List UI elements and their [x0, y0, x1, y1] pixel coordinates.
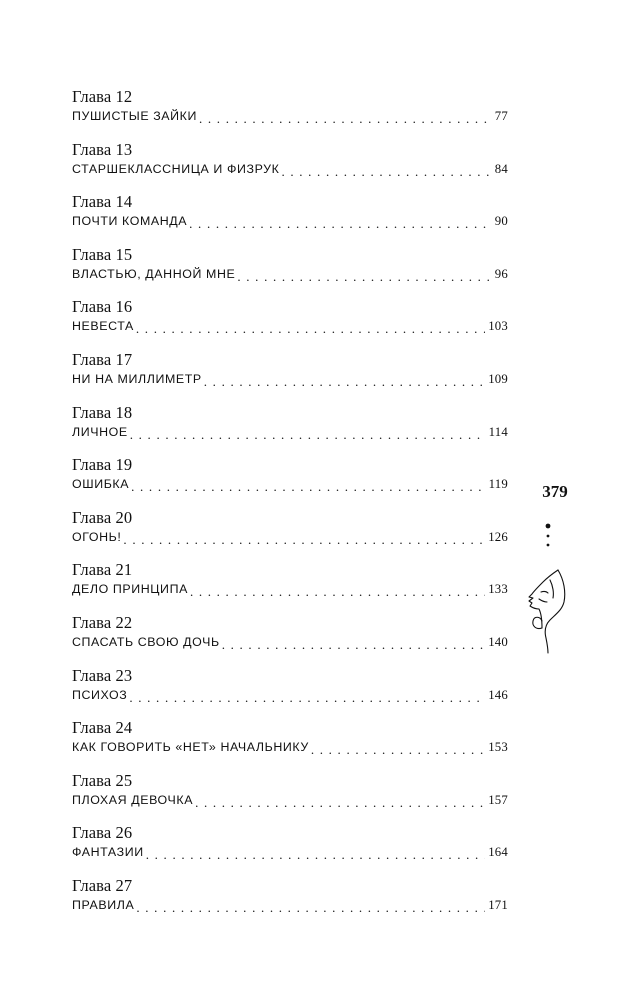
page-number: 133	[488, 582, 508, 597]
woman-face-line-art-icon	[520, 568, 576, 654]
chapter-title: ПЛОХАЯ ДЕВОЧКА	[72, 792, 194, 807]
toc-entry[interactable]	[72, 297, 508, 350]
dots-ornament-icon	[540, 520, 556, 550]
toc-line	[72, 581, 508, 599]
toc-entry[interactable]	[72, 560, 508, 613]
chapter-title: СТАРШЕКЛАССНИЦА И ФИЗРУК	[72, 161, 280, 176]
page-number: 157	[488, 792, 508, 807]
page-number: 164	[488, 845, 508, 860]
toc-entry[interactable]	[72, 876, 508, 929]
toc-line	[72, 266, 508, 284]
chapter-label: Глава 25	[72, 770, 133, 790]
toc-entry[interactable]	[72, 718, 508, 771]
chapter-title: ФАНТАЗИИ	[72, 845, 144, 860]
toc-line	[72, 318, 508, 336]
dot-leader	[131, 482, 486, 494]
toc-line	[72, 844, 508, 862]
chapter-label: Глава 26	[72, 823, 133, 843]
dot-leader	[281, 167, 491, 179]
chapter-title: ДЕЛО ПРИНЦИПА	[72, 582, 188, 597]
chapter-title: ЛИЧНОЕ	[72, 424, 128, 439]
dot-leader	[130, 430, 486, 442]
chapter-title: ПСИХОЗ	[72, 687, 128, 702]
toc-entry[interactable]	[72, 403, 508, 456]
chapter-title: ВЛАСТЬЮ, ДАННОЙ МНЕ	[72, 266, 236, 281]
toc-entry[interactable]	[72, 666, 508, 719]
dot-leader	[136, 903, 485, 915]
chapter-title: ПОЧТИ КОМАНДА	[72, 214, 188, 229]
chapter-title: НЕВЕСТА	[72, 319, 134, 334]
chapter-label: Глава 24	[72, 718, 133, 738]
chapter-label: Глава 15	[72, 244, 133, 264]
chapter-title: СПАСАТЬ СВОЮ ДОЧЬ	[72, 634, 220, 649]
chapter-title: ПРАВИЛА	[72, 897, 135, 912]
toc-line	[72, 634, 508, 652]
toc-line	[72, 424, 508, 442]
toc-line	[72, 739, 508, 757]
chapter-label: Глава 22	[72, 612, 133, 632]
chapter-label: Глава 27	[72, 875, 133, 895]
toc-line	[72, 213, 508, 231]
page-number: 146	[488, 687, 508, 702]
page-number: 126	[488, 529, 508, 544]
dot-leader	[204, 377, 485, 389]
chapter-label: Глава 14	[72, 192, 133, 212]
page-number: 90	[494, 214, 508, 229]
chapter-title: ОШИБКА	[72, 477, 130, 492]
page-number: 84	[494, 161, 508, 176]
dot-leader	[199, 114, 492, 126]
toc-entry[interactable]	[72, 87, 508, 140]
chapter-title: КАК ГОВОРИТЬ «НЕТ» НАЧАЛЬНИКУ	[72, 740, 309, 755]
page-number: 103	[488, 319, 508, 334]
chapter-title: ПУШИСТЫЕ ЗАЙКИ	[72, 109, 197, 123]
chapter-label: Глава 20	[72, 507, 133, 527]
toc-entry[interactable]	[72, 613, 508, 666]
toc-entry[interactable]	[72, 192, 508, 245]
page-number: 171	[488, 897, 508, 912]
toc-line	[72, 529, 508, 547]
dot-leader	[237, 272, 491, 284]
chapter-label: Глава 16	[72, 297, 133, 317]
dot-leader	[123, 535, 485, 547]
page-number: 77	[494, 109, 508, 123]
toc-entry[interactable]	[72, 823, 508, 876]
toc-entry[interactable]	[72, 455, 508, 508]
page-number: 153	[488, 740, 508, 755]
page-number: 109	[488, 371, 508, 386]
folio-page-number: 379	[542, 482, 568, 501]
dot-leader	[129, 693, 485, 705]
toc-line	[72, 792, 508, 810]
toc-line	[72, 161, 508, 179]
toc-line	[72, 897, 508, 915]
chapter-label: Глава 18	[72, 402, 133, 422]
toc-line	[72, 108, 508, 126]
toc-line	[72, 687, 508, 705]
chapter-label: Глава 12	[72, 87, 133, 106]
dot-leader	[136, 324, 485, 336]
dot-leader	[195, 798, 485, 810]
toc-line	[72, 476, 508, 494]
dot-leader	[311, 745, 485, 757]
chapter-label: Глава 19	[72, 455, 133, 475]
toc-entry[interactable]	[72, 508, 508, 561]
dot-leader	[222, 640, 485, 652]
toc-line	[72, 371, 508, 389]
page-number: 140	[488, 634, 508, 649]
chapter-label: Глава 17	[72, 349, 133, 369]
page-number: 114	[488, 424, 508, 439]
dot-leader	[190, 587, 485, 599]
toc-entry[interactable]	[72, 771, 508, 824]
chapter-label: Глава 23	[72, 665, 133, 685]
chapter-title: НИ НА МИЛЛИМЕТР	[72, 371, 202, 386]
dot-leader	[146, 850, 485, 862]
page-number: 119	[488, 477, 508, 492]
toc-entry[interactable]	[72, 140, 508, 193]
page-number: 96	[494, 266, 508, 281]
table-of-contents	[72, 87, 508, 929]
dot-leader	[189, 219, 492, 231]
chapter-label: Глава 13	[72, 139, 133, 159]
toc-entry[interactable]	[72, 350, 508, 403]
chapter-label: Глава 21	[72, 560, 133, 580]
chapter-title: ОГОНЬ!	[72, 529, 122, 544]
toc-entry[interactable]	[72, 245, 508, 298]
